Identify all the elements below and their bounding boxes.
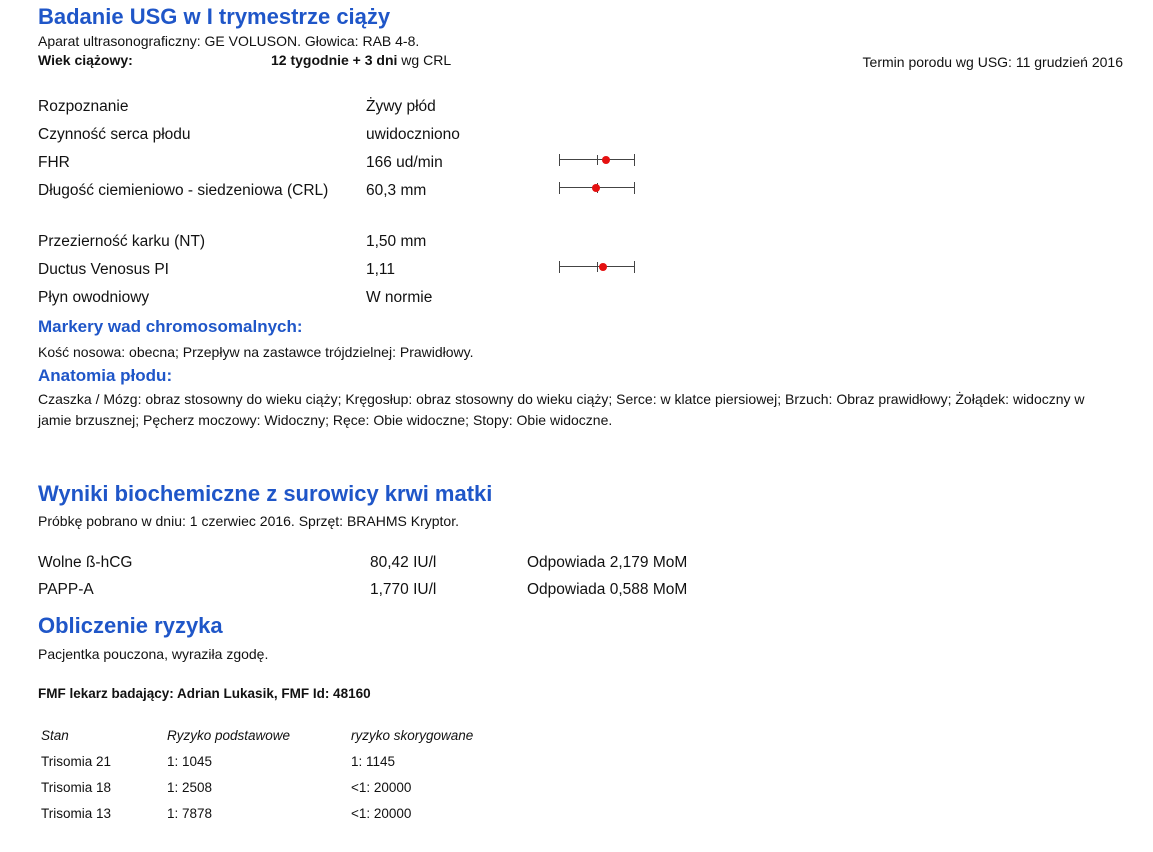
risk-header-base: Ryzyko podstawowe	[167, 728, 291, 743]
markers-heading: Markery wad chromosomalnych:	[38, 317, 303, 336]
gestational-age-value	[271, 51, 451, 69]
gestational-age-method: wg CRL	[397, 52, 452, 68]
fhr-range-marker	[559, 153, 635, 167]
dv-pi-marker-dot	[599, 263, 607, 271]
due-date: Termin porodu wg USG: 11 grudzień 2016	[862, 54, 1123, 70]
row-value: 1,11	[366, 261, 396, 278]
row-value: 166 ud/min	[366, 154, 443, 171]
fhr-marker-dot	[602, 156, 610, 164]
consent-text: Pacjentka pouczona, wyraziła zgodę.	[38, 646, 269, 662]
biochem-mom: Odpowiada 2,179 MoM	[527, 554, 688, 571]
risk-header-adjusted: ryzyko skorygowane	[351, 728, 474, 743]
crl-marker-dot	[592, 184, 600, 192]
row-label: FHR	[38, 154, 70, 171]
usg-title: Badanie USG w I trymestrze ciąży	[38, 4, 391, 29]
row-label: Przezierność karku (NT)	[38, 233, 206, 250]
risk-condition: Trisomia 21	[41, 754, 112, 769]
anatomy-text: Czaszka / Mózg: obraz stosowny do wieku ciąży; Kręgosłup: obraz stosowny do wieku ciąży; Serce: w klatce piersiowej; Brzuch: Obraz prawidłowy; Żołądek: widoczny w jamie brzusznej; Pęcherz moczowy: Widoczny; Ręce: Obie widoczne; Stopy: Obie widoczne.	[38, 391, 1085, 428]
device-info: Aparat ultrasonograficzny: GE VOLUSON. Głowica: RAB 4-8.	[38, 33, 420, 49]
doctor-info: FMF lekarz badający: Adrian Lukasik, FMF Id: 48160	[38, 686, 371, 701]
risk-adjusted: <1: 20000	[351, 806, 412, 821]
dv-pi-range-marker	[559, 260, 635, 274]
risk-condition: Trisomia 18	[41, 780, 112, 795]
risk-condition: Trisomia 13	[41, 806, 112, 821]
gestational-age-weeks: 12 tygodnie + 3 dni	[271, 52, 398, 68]
row-label: Ductus Venosus PI	[38, 261, 169, 278]
biochem-value: 1,770 IU/l	[370, 581, 437, 598]
row-label: Długość ciemieniowo - siedzeniowa (CRL)	[38, 182, 329, 199]
row-label: Czynność serca płodu	[38, 126, 191, 143]
risk-base: 1: 1045	[167, 754, 213, 769]
row-value: 1,50 mm	[366, 233, 427, 250]
sample-info: Próbkę pobrano w dniu: 1 czerwiec 2016. Sprzęt: BRAHMS Kryptor.	[38, 513, 459, 529]
biochem-title: Wyniki biochemiczne z surowicy krwi matki	[38, 481, 493, 506]
biochem-label: PAPP-A	[38, 581, 94, 598]
row-value: uwidoczniono	[366, 126, 460, 143]
biochem-label: Wolne ß-hCG	[38, 554, 133, 571]
risk-header-state: Stan	[41, 728, 69, 743]
markers-text: Kość nosowa: obecna; Przepływ na zastawce trójdzielnej: Prawidłowy.	[38, 344, 474, 360]
anatomy-heading: Anatomia płodu:	[38, 366, 173, 385]
risk-base: 1: 2508	[167, 780, 213, 795]
risk-title: Obliczenie ryzyka	[38, 613, 223, 638]
row-value: 60,3 mm	[366, 182, 427, 199]
risk-adjusted: 1: 1145	[351, 754, 396, 769]
gestational-age-label: Wiek ciążowy:	[38, 52, 133, 68]
crl-range-marker	[559, 181, 635, 195]
row-label: Rozpoznanie	[38, 98, 129, 115]
biochem-value: 80,42 IU/l	[370, 554, 437, 571]
row-value: W normie	[366, 289, 433, 306]
row-value: Żywy płód	[366, 98, 436, 115]
risk-adjusted: <1: 20000	[351, 780, 412, 795]
biochem-mom: Odpowiada 0,588 MoM	[527, 581, 688, 598]
row-label: Płyn owodniowy	[38, 289, 150, 306]
risk-base: 1: 7878	[167, 806, 213, 821]
